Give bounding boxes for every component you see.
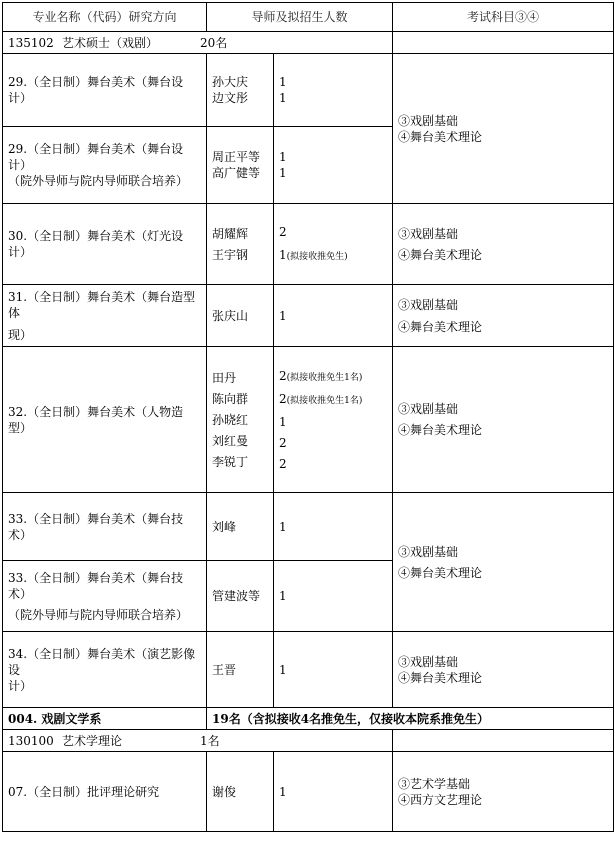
subjects-cell: ③戏剧基础 ④舞台美术理论 [393, 493, 614, 632]
program-cell [3, 730, 393, 752]
header-major: 专业名称（代码）研究方向 [3, 3, 207, 32]
table-row [3, 632, 614, 708]
direction-cell: 30.（全日制）舞台美术（灯光设计） [3, 204, 207, 285]
program-quota: 1名 [200, 733, 220, 748]
header-exam-subjects: 考试科目③④ [393, 3, 614, 32]
subjects-cell: ③戏剧基础 ④舞台美术理论 [393, 54, 614, 204]
direction-cell: 33.（全日制）舞台美术（舞台技术） [3, 493, 207, 561]
table-row [3, 347, 614, 493]
table-row [3, 54, 614, 127]
direction-cell: 07.（全日制）批评理论研究 [3, 752, 207, 832]
advisor-cell: 胡耀辉 王宇钢 [207, 204, 274, 285]
direction-cell: 34.（全日制）舞台美术（演艺影像设 计） [3, 632, 207, 708]
quota-cell: 1 [274, 285, 393, 347]
program-row [3, 32, 614, 54]
advisor-cell: 王晋 [207, 632, 274, 708]
table-header-row [3, 3, 614, 32]
program-code: 135102 [8, 35, 54, 50]
program-name: 艺术硕士（戏剧） [62, 35, 159, 50]
direction-cell: 31.（全日制）舞台美术（舞台造型体 现） [3, 285, 207, 347]
table-row [3, 752, 614, 832]
advisor-cell: 谢俊 [207, 752, 274, 832]
header-advisors: 导师及拟招生人数 [207, 3, 393, 32]
table-row [3, 493, 614, 561]
department-info: 19名（含拟接收4名推免生，仅接收本院系推免生） [207, 708, 614, 730]
admission-table [2, 2, 614, 832]
program-row [3, 730, 614, 752]
advisor-cell: 孙大庆 边文彤 [207, 54, 274, 127]
direction-cell: 29.（全日制）舞台美术（舞台设计） （院外导师与院内导师联合培养） [3, 127, 207, 204]
advisor-cell: 周正平等 高广健等 [207, 127, 274, 204]
advisor-cell: 管建波等 [207, 561, 274, 632]
department-name: 004. 戏剧文学系 [3, 708, 207, 730]
subjects-cell: ③戏剧基础 ④舞台美术理论 [393, 347, 614, 493]
quota-cell: 1 1 [274, 54, 393, 127]
table-row [3, 285, 614, 347]
program-code: 130100 [8, 733, 54, 748]
subjects-cell: ③戏剧基础 ④舞台美术理论 [393, 204, 614, 285]
program-name: 艺术学理论 [62, 733, 123, 748]
advisor-cell: 张庆山 [207, 285, 274, 347]
direction-cell: 29.（全日制）舞台美术（舞台设计） [3, 54, 207, 127]
quota-cell: 1 [274, 561, 393, 632]
quota-cell: 1 [274, 632, 393, 708]
quota-cell: 1 [274, 752, 393, 832]
program-quota: 20名 [200, 35, 228, 50]
subjects-cell: ③艺术学基础 ④西方文艺理论 [393, 752, 614, 832]
direction-cell: 33.（全日制）舞台美术（舞台技术） （院外导师与院内导师联合培养） [3, 561, 207, 632]
quota-cell: 1 1 [274, 127, 393, 204]
program-empty-cell [393, 32, 614, 54]
table-row [3, 204, 614, 285]
program-cell [3, 32, 393, 54]
quota-cell: 2(拟接收推免生1名) 2(拟接收推免生1名) 1 2 2 [274, 347, 393, 493]
quota-cell: 2 1(拟接收推免生) [274, 204, 393, 285]
advisor-cell: 刘峰 [207, 493, 274, 561]
direction-cell: 32.（全日制）舞台美术（人物造型） [3, 347, 207, 493]
subjects-cell: ③戏剧基础 ④舞台美术理论 [393, 285, 614, 347]
program-empty-cell [393, 730, 614, 752]
department-row [3, 708, 614, 730]
advisor-cell: 田丹 陈向群 孙晓红 刘红曼 李锐丁 [207, 347, 274, 493]
subjects-cell: ③戏剧基础 ④舞台美术理论 [393, 632, 614, 708]
quota-cell: 1 [274, 493, 393, 561]
